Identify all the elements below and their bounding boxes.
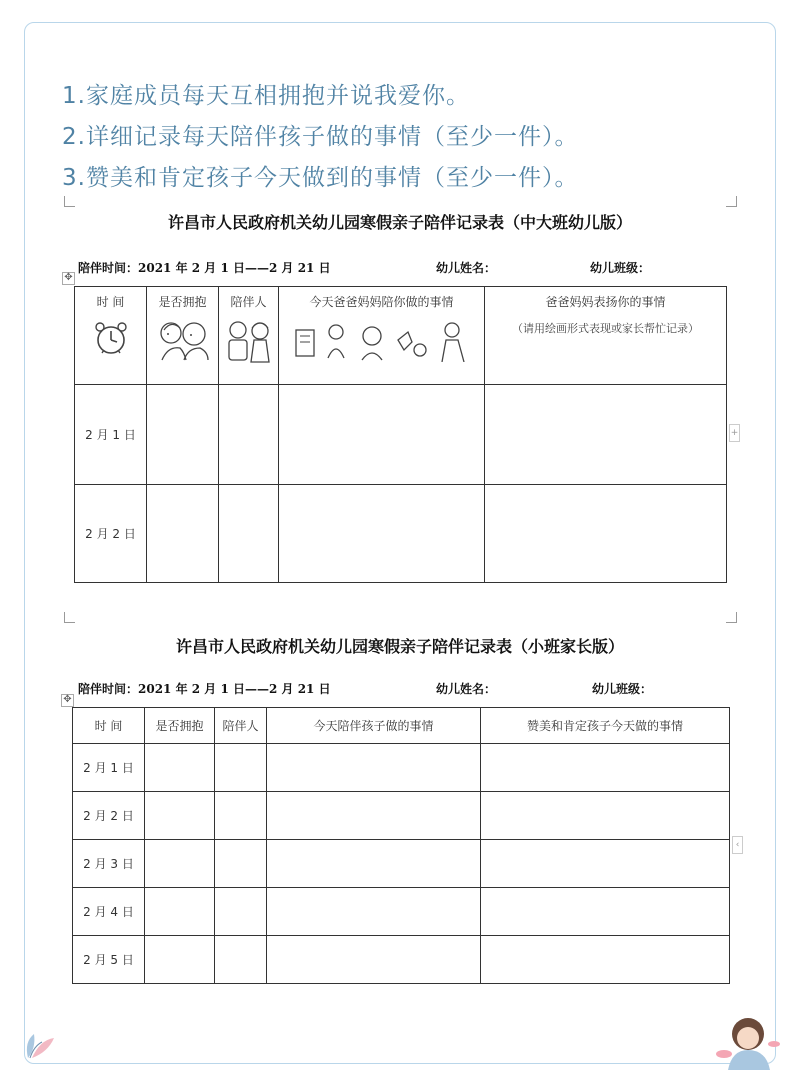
form2-companion-input[interactable] (215, 840, 267, 888)
table-row (73, 792, 730, 840)
form2-hug-input[interactable] (145, 744, 215, 792)
form2-title: 许昌市人民政府机关幼儿园寒假亲子陪伴记录表（小班家长版） (175, 637, 624, 656)
form1-date-cell: 2 月 1 日 (75, 385, 147, 485)
margin-mark (64, 196, 75, 207)
form2-praise-input[interactable] (481, 744, 730, 792)
table-resize-handle[interactable]: + (729, 424, 740, 442)
form2-praise-input[interactable] (481, 936, 730, 984)
table-row (75, 485, 727, 583)
form1-header-praise: 爸爸妈妈表扬你的事情 （请用绘画形式表现或家长帮忙记录） (485, 287, 727, 385)
form2-companion-input[interactable] (215, 744, 267, 792)
form1-header-hug: 是否拥抱 (147, 287, 219, 385)
leaf-decoration-icon (20, 1020, 60, 1060)
form2-header-praise: 赞美和肯定孩子今天做的事情 (481, 708, 730, 744)
child-illustration-icon (712, 1010, 782, 1070)
form2-companion-input[interactable] (215, 888, 267, 936)
form1-date-cell: 2 月 2 日 (75, 485, 147, 583)
alarm-clock-icon (93, 320, 129, 356)
form2-activities-input[interactable] (267, 840, 481, 888)
form2-date-cell: 2 月 3 日 (73, 840, 145, 888)
form1-companion-input[interactable] (219, 485, 279, 583)
form2-hug-input[interactable] (145, 792, 215, 840)
form1-title: 许昌市人民政府机关幼儿园寒假亲子陪伴记录表（中大班幼儿版） (167, 213, 632, 232)
form2-companion-input[interactable] (215, 792, 267, 840)
form2-header-activities: 今天陪伴孩子做的事情 (267, 708, 481, 744)
hug-icon (154, 318, 212, 362)
form1-header-row (75, 287, 727, 385)
form2-child-name-label: 幼儿姓名： (436, 682, 497, 696)
table-move-handle[interactable]: ✥ (62, 272, 75, 285)
form1-header-time: 时 间 (75, 287, 147, 385)
form1-activities-input[interactable] (279, 485, 485, 583)
form2-date-cell: 2 月 5 日 (73, 936, 145, 984)
form1-hug-input[interactable] (147, 485, 219, 583)
table-row (75, 385, 727, 485)
form2-activities-input[interactable] (267, 936, 481, 984)
form2-activities-input[interactable] (267, 792, 481, 840)
form2-header-companion: 陪伴人 (215, 708, 267, 744)
form2-hug-input[interactable] (145, 888, 215, 936)
form1-praise-input[interactable] (485, 485, 727, 583)
form2-child-class-label: 幼儿班级： (592, 682, 653, 696)
table-row (73, 888, 730, 936)
table-row (73, 744, 730, 792)
form2-header-time: 时 间 (73, 708, 145, 744)
form2-praise-input[interactable] (481, 792, 730, 840)
form1-praise-hint: （请用绘画形式表现或家长帮忙记录） (512, 322, 699, 335)
form2-praise-input[interactable] (481, 888, 730, 936)
form1-header-activities: 今天爸爸妈妈陪你做的事情 (279, 287, 485, 385)
form1-praise-input[interactable] (485, 385, 727, 485)
table-resize-handle[interactable]: ‹ (732, 836, 743, 854)
form1-hug-input[interactable] (147, 385, 219, 485)
form2-companion-input[interactable] (215, 936, 267, 984)
margin-mark (64, 612, 75, 623)
margin-mark (726, 196, 737, 207)
form2-date-cell: 2 月 4 日 (73, 888, 145, 936)
family-icon (224, 318, 274, 364)
table-move-handle[interactable]: ✥ (61, 694, 74, 707)
form2-table (72, 707, 730, 984)
instruction-3: 3.赞美和肯定孩子今天做到的事情（至少一件）。 (62, 165, 579, 191)
table-row (73, 936, 730, 984)
form2-date-cell: 2 月 1 日 (73, 744, 145, 792)
form1-companion-input[interactable] (219, 385, 279, 485)
instruction-2: 2.详细记录每天陪伴孩子做的事情（至少一件）。 (62, 124, 579, 150)
form1-header-companion: 陪伴人 (219, 287, 279, 385)
margin-mark (726, 612, 737, 623)
form2-activities-input[interactable] (267, 744, 481, 792)
table-row (73, 840, 730, 888)
form2-hug-input[interactable] (145, 936, 215, 984)
form2-period: 陪伴时间：2021 年 2 月 1 日——2 月 21 日 (78, 682, 331, 696)
form1-period: 陪伴时间：2021 年 2 月 1 日——2 月 21 日 (78, 261, 331, 275)
form1-table (74, 286, 727, 583)
form2-praise-input[interactable] (481, 840, 730, 888)
activities-icon (292, 320, 472, 362)
form2-activities-input[interactable] (267, 888, 481, 936)
form2-hug-input[interactable] (145, 840, 215, 888)
form1-activities-input[interactable] (279, 385, 485, 485)
form2-header-hug: 是否拥抱 (145, 708, 215, 744)
form1-child-class-label: 幼儿班级： (590, 261, 651, 275)
form2-header-row (73, 708, 730, 744)
instructions (62, 76, 578, 199)
instruction-1: 1.家庭成员每天互相拥抱并说我爱你。 (62, 83, 470, 109)
form2-date-cell: 2 月 2 日 (73, 792, 145, 840)
form1-child-name-label: 幼儿姓名： (436, 261, 497, 275)
